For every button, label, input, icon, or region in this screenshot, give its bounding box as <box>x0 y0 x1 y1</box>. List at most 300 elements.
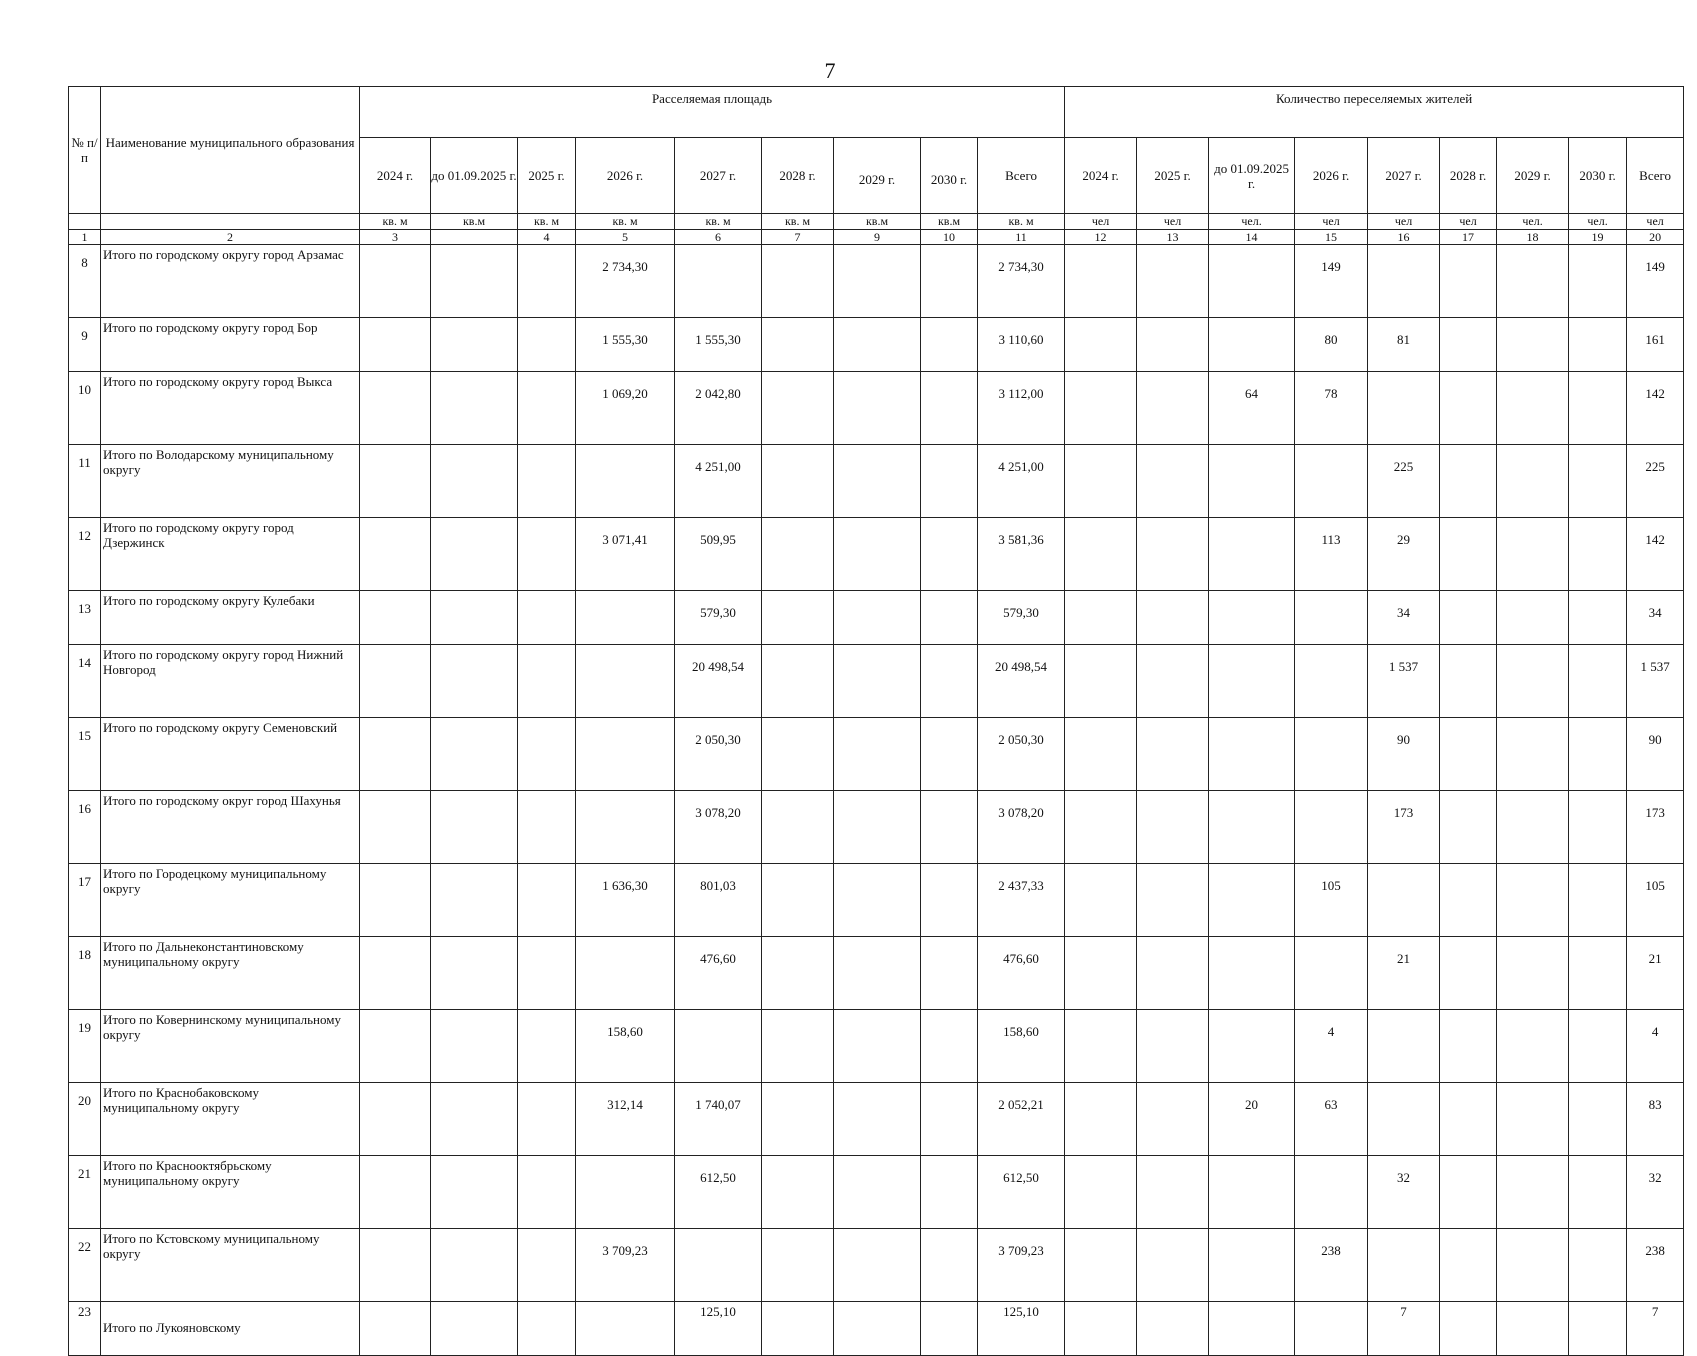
area-value: 3 078,20 <box>675 791 762 864</box>
area-value <box>762 864 834 937</box>
column-number: 7 <box>762 230 834 245</box>
area-value: 801,03 <box>675 864 762 937</box>
area-value <box>921 591 978 645</box>
area-value <box>834 645 921 718</box>
area-value <box>576 591 675 645</box>
residents-value <box>1497 245 1569 318</box>
header-area-unit: кв. м <box>518 214 576 230</box>
municipality-name: Итого по Кстовскому муниципальному округу <box>101 1229 360 1302</box>
municipality-name: Итого по городскому округ город Шахунья <box>101 791 360 864</box>
area-value <box>762 645 834 718</box>
area-value <box>762 1010 834 1083</box>
area-value <box>762 718 834 791</box>
residents-value <box>1065 372 1137 445</box>
area-value: 2 042,80 <box>675 372 762 445</box>
area-value <box>518 1083 576 1156</box>
area-value <box>360 445 431 518</box>
municipality-name: Итого по Краснооктябрьскому муниципальному округу <box>101 1156 360 1229</box>
residents-value: 78 <box>1295 372 1368 445</box>
residents-value: 225 <box>1627 445 1684 518</box>
area-value <box>675 1010 762 1083</box>
area-value <box>675 1229 762 1302</box>
row-number: 18 <box>69 937 101 1010</box>
residents-value: 34 <box>1368 591 1440 645</box>
residents-value <box>1569 718 1627 791</box>
column-number: 14 <box>1209 230 1295 245</box>
residents-value <box>1497 1229 1569 1302</box>
area-value <box>921 1302 978 1356</box>
area-value <box>576 445 675 518</box>
column-number: 3 <box>360 230 431 245</box>
area-value <box>360 791 431 864</box>
residents-value: 173 <box>1368 791 1440 864</box>
residents-value <box>1209 791 1295 864</box>
residents-value <box>1569 445 1627 518</box>
area-value <box>518 1302 576 1356</box>
header-area-unit: кв. м <box>576 214 675 230</box>
residents-value <box>1295 718 1368 791</box>
residents-value <box>1440 1302 1497 1356</box>
header-area-year: 2028 г. <box>762 138 834 214</box>
area-value <box>431 1083 518 1156</box>
header-residents-year: 2025 г. <box>1137 138 1209 214</box>
column-number: 1 <box>69 230 101 245</box>
area-value <box>762 1083 834 1156</box>
residents-value <box>1440 445 1497 518</box>
area-value <box>431 791 518 864</box>
residents-value: 32 <box>1368 1156 1440 1229</box>
area-value <box>921 445 978 518</box>
table-row <box>69 1010 1684 1083</box>
area-value <box>431 645 518 718</box>
residents-value <box>1065 718 1137 791</box>
header-area-unit: кв.м <box>431 214 518 230</box>
area-value: 1 636,30 <box>576 864 675 937</box>
area-value <box>921 1010 978 1083</box>
area-value <box>921 372 978 445</box>
area-value: 3 112,00 <box>978 372 1065 445</box>
residents-value <box>1497 864 1569 937</box>
area-value <box>921 518 978 591</box>
residents-value <box>1497 791 1569 864</box>
area-value <box>834 1156 921 1229</box>
area-value <box>360 1083 431 1156</box>
header-area-year: 2027 г. <box>675 138 762 214</box>
header-area-year: 2025 г. <box>518 138 576 214</box>
residents-value <box>1209 591 1295 645</box>
residents-value <box>1209 318 1295 372</box>
area-value: 1 555,30 <box>576 318 675 372</box>
header-residents-unit: чел. <box>1497 214 1569 230</box>
row-number: 13 <box>69 591 101 645</box>
residents-value <box>1569 1083 1627 1156</box>
residents-value <box>1065 864 1137 937</box>
area-value: 2 050,30 <box>978 718 1065 791</box>
area-value <box>431 718 518 791</box>
residents-value <box>1065 591 1137 645</box>
area-value <box>834 318 921 372</box>
header-residents-year: 2029 г. <box>1497 138 1569 214</box>
area-value <box>921 864 978 937</box>
row-number: 8 <box>69 245 101 318</box>
area-value: 3 110,60 <box>978 318 1065 372</box>
residents-value <box>1295 791 1368 864</box>
header-municipality-name: Наименование муниципального образования <box>101 87 360 214</box>
residents-value <box>1209 1302 1295 1356</box>
area-value: 3 709,23 <box>576 1229 675 1302</box>
residents-value <box>1065 245 1137 318</box>
area-value <box>762 591 834 645</box>
residents-value <box>1440 937 1497 1010</box>
area-value <box>360 518 431 591</box>
column-number: 17 <box>1440 230 1497 245</box>
header-area-year: до 01.09.2025 г. <box>431 138 518 214</box>
area-value <box>834 372 921 445</box>
area-value <box>518 1156 576 1229</box>
area-value <box>921 645 978 718</box>
residents-value: 105 <box>1627 864 1684 937</box>
residents-value <box>1295 1156 1368 1229</box>
column-number: 19 <box>1569 230 1627 245</box>
residents-value <box>1497 445 1569 518</box>
residents-value: 63 <box>1295 1083 1368 1156</box>
column-number: 20 <box>1627 230 1684 245</box>
column-number: 13 <box>1137 230 1209 245</box>
table-row <box>69 937 1684 1010</box>
residents-value: 34 <box>1627 591 1684 645</box>
area-value <box>576 1156 675 1229</box>
area-value <box>360 718 431 791</box>
area-value <box>518 1229 576 1302</box>
header-area-unit: кв. м <box>978 214 1065 230</box>
area-value <box>834 718 921 791</box>
area-value <box>675 245 762 318</box>
table-row <box>69 1302 1684 1356</box>
residents-value <box>1440 372 1497 445</box>
column-number: 2 <box>101 230 360 245</box>
residents-value: 20 <box>1209 1083 1295 1156</box>
residents-value <box>1065 1302 1137 1356</box>
residents-value <box>1209 445 1295 518</box>
area-value <box>921 791 978 864</box>
residents-value <box>1065 318 1137 372</box>
residents-value: 149 <box>1627 245 1684 318</box>
area-value <box>921 1083 978 1156</box>
residents-value: 1 537 <box>1627 645 1684 718</box>
area-value: 20 498,54 <box>978 645 1065 718</box>
residents-value <box>1569 1302 1627 1356</box>
residents-value: 173 <box>1627 791 1684 864</box>
table-row <box>69 864 1684 937</box>
row-number: 19 <box>69 1010 101 1083</box>
residents-value <box>1497 591 1569 645</box>
residents-value <box>1137 718 1209 791</box>
residents-value: 21 <box>1627 937 1684 1010</box>
municipality-name: Итого по городскому округу город Выкса <box>101 372 360 445</box>
residents-value: 1 537 <box>1368 645 1440 718</box>
area-value <box>431 318 518 372</box>
residents-value <box>1440 518 1497 591</box>
header-residents-unit: чел <box>1065 214 1137 230</box>
unit-empty <box>69 214 101 230</box>
municipality-name: Итого по городскому округу город Бор <box>101 318 360 372</box>
area-value <box>834 245 921 318</box>
residents-value: 113 <box>1295 518 1368 591</box>
area-value <box>762 318 834 372</box>
area-value: 476,60 <box>978 937 1065 1010</box>
area-value: 476,60 <box>675 937 762 1010</box>
residents-value <box>1209 645 1295 718</box>
area-value <box>360 1302 431 1356</box>
municipality-name: Итого по Лукояновскому <box>101 1302 360 1356</box>
residents-value <box>1368 372 1440 445</box>
residents-value <box>1137 245 1209 318</box>
residents-value <box>1368 1229 1440 1302</box>
residents-value <box>1137 1010 1209 1083</box>
area-value: 158,60 <box>978 1010 1065 1083</box>
row-number: 22 <box>69 1229 101 1302</box>
residents-value <box>1440 318 1497 372</box>
residents-value <box>1065 1010 1137 1083</box>
unit-empty <box>101 214 360 230</box>
residents-value <box>1065 937 1137 1010</box>
column-number: 5 <box>576 230 675 245</box>
residents-value <box>1137 518 1209 591</box>
resettlement-table <box>68 86 1684 1356</box>
table-row <box>69 245 1684 318</box>
residents-value: 81 <box>1368 318 1440 372</box>
table-row <box>69 1229 1684 1302</box>
area-value <box>762 1156 834 1229</box>
residents-value <box>1295 937 1368 1010</box>
residents-value <box>1440 1229 1497 1302</box>
area-value <box>762 1302 834 1356</box>
area-value: 3 071,41 <box>576 518 675 591</box>
header-residents-unit: чел <box>1368 214 1440 230</box>
residents-value <box>1065 645 1137 718</box>
area-value: 20 498,54 <box>675 645 762 718</box>
residents-value: 7 <box>1627 1302 1684 1356</box>
area-value: 3 078,20 <box>978 791 1065 864</box>
column-number <box>431 230 518 245</box>
row-number: 11 <box>69 445 101 518</box>
residents-value <box>1209 1229 1295 1302</box>
header-area-group: Расселяемая площадь <box>360 87 1065 138</box>
column-number: 11 <box>978 230 1065 245</box>
area-value <box>762 245 834 318</box>
residents-value <box>1440 245 1497 318</box>
residents-value <box>1209 864 1295 937</box>
residents-value <box>1065 791 1137 864</box>
area-value <box>518 937 576 1010</box>
residents-value: 29 <box>1368 518 1440 591</box>
residents-value: 149 <box>1295 245 1368 318</box>
residents-value: 7 <box>1368 1302 1440 1356</box>
residents-value <box>1137 645 1209 718</box>
residents-value <box>1440 1156 1497 1229</box>
header-residents-year: 2028 г. <box>1440 138 1497 214</box>
residents-value <box>1209 937 1295 1010</box>
header-area-year: 2029 г. <box>834 138 921 214</box>
header-number: № п/п <box>69 87 101 214</box>
residents-value <box>1569 864 1627 937</box>
residents-value <box>1440 1083 1497 1156</box>
residents-value <box>1497 1010 1569 1083</box>
residents-value <box>1569 1156 1627 1229</box>
residents-value: 105 <box>1295 864 1368 937</box>
residents-value: 21 <box>1368 937 1440 1010</box>
area-value <box>431 1229 518 1302</box>
area-value <box>518 718 576 791</box>
area-value <box>921 1156 978 1229</box>
header-residents-year: 2027 г. <box>1368 138 1440 214</box>
column-number: 6 <box>675 230 762 245</box>
area-value <box>921 1229 978 1302</box>
residents-value <box>1209 1010 1295 1083</box>
residents-value: 225 <box>1368 445 1440 518</box>
header-area-unit: кв. м <box>675 214 762 230</box>
residents-value <box>1065 518 1137 591</box>
area-value <box>431 518 518 591</box>
residents-value <box>1295 645 1368 718</box>
area-value <box>360 1010 431 1083</box>
residents-value: 90 <box>1368 718 1440 791</box>
residents-value <box>1569 645 1627 718</box>
municipality-name: Итого по Ковернинскому муниципальному округу <box>101 1010 360 1083</box>
table-row <box>69 1083 1684 1156</box>
residents-value <box>1368 1010 1440 1083</box>
residents-value: 64 <box>1209 372 1295 445</box>
residents-value: 83 <box>1627 1083 1684 1156</box>
residents-value: 4 <box>1627 1010 1684 1083</box>
row-number: 15 <box>69 718 101 791</box>
residents-value <box>1497 318 1569 372</box>
area-value <box>360 645 431 718</box>
area-value <box>518 591 576 645</box>
column-number: 18 <box>1497 230 1569 245</box>
row-number: 20 <box>69 1083 101 1156</box>
residents-value <box>1065 445 1137 518</box>
table-row <box>69 591 1684 645</box>
area-value: 1 740,07 <box>675 1083 762 1156</box>
residents-value <box>1440 1010 1497 1083</box>
area-value <box>518 518 576 591</box>
row-number: 23 <box>69 1302 101 1356</box>
municipality-name: Итого по городскому округу город Нижний Новгород <box>101 645 360 718</box>
area-value <box>360 245 431 318</box>
column-number: 10 <box>921 230 978 245</box>
area-value <box>576 937 675 1010</box>
area-value: 2 050,30 <box>675 718 762 791</box>
page-number: 7 <box>824 58 836 83</box>
area-value <box>921 937 978 1010</box>
area-value: 2 734,30 <box>978 245 1065 318</box>
area-value <box>834 937 921 1010</box>
residents-value <box>1440 591 1497 645</box>
residents-value <box>1569 518 1627 591</box>
table-row <box>69 318 1684 372</box>
header-area-year: Всего <box>978 138 1065 214</box>
residents-value <box>1569 245 1627 318</box>
area-value <box>360 372 431 445</box>
header-residents-year: 2024 г. <box>1065 138 1137 214</box>
area-value: 579,30 <box>675 591 762 645</box>
area-value: 509,95 <box>675 518 762 591</box>
area-value <box>518 864 576 937</box>
header-residents-unit: чел <box>1295 214 1368 230</box>
table-row <box>69 372 1684 445</box>
municipality-name: Итого по Дальнеконстантиновскому муниципальному округу <box>101 937 360 1010</box>
area-value: 2 052,21 <box>978 1083 1065 1156</box>
area-value: 2 437,33 <box>978 864 1065 937</box>
residents-value <box>1137 937 1209 1010</box>
area-value <box>431 372 518 445</box>
residents-value <box>1440 718 1497 791</box>
header-area-unit: кв.м <box>834 214 921 230</box>
residents-value <box>1569 372 1627 445</box>
residents-value <box>1065 1229 1137 1302</box>
municipality-name: Итого по городскому округу город Арзамас <box>101 245 360 318</box>
residents-value <box>1497 518 1569 591</box>
area-value: 612,50 <box>675 1156 762 1229</box>
residents-value <box>1569 791 1627 864</box>
header-residents-year: Всего <box>1627 138 1684 214</box>
residents-value: 4 <box>1295 1010 1368 1083</box>
row-number: 16 <box>69 791 101 864</box>
residents-value: 142 <box>1627 372 1684 445</box>
residents-value <box>1497 937 1569 1010</box>
area-value <box>360 1229 431 1302</box>
residents-value <box>1137 1083 1209 1156</box>
column-number: 9 <box>834 230 921 245</box>
residents-value <box>1440 645 1497 718</box>
table-row <box>69 645 1684 718</box>
residents-value <box>1368 245 1440 318</box>
residents-value <box>1368 864 1440 937</box>
residents-value <box>1295 591 1368 645</box>
area-value <box>518 1010 576 1083</box>
area-value <box>360 1156 431 1229</box>
area-value <box>921 318 978 372</box>
residents-value <box>1295 445 1368 518</box>
municipality-name: Итого по Городецкому муниципальному округу <box>101 864 360 937</box>
area-value <box>834 1229 921 1302</box>
residents-value: 238 <box>1627 1229 1684 1302</box>
header-residents-unit: чел <box>1137 214 1209 230</box>
area-value <box>762 372 834 445</box>
residents-value <box>1368 1083 1440 1156</box>
area-value <box>518 372 576 445</box>
column-number: 16 <box>1368 230 1440 245</box>
header-residents-unit: чел <box>1440 214 1497 230</box>
area-value <box>834 1083 921 1156</box>
header-residents-year: до 01.09.2025 г. <box>1209 138 1295 214</box>
residents-value: 161 <box>1627 318 1684 372</box>
area-value <box>431 1302 518 1356</box>
table-row <box>69 718 1684 791</box>
area-value <box>431 864 518 937</box>
area-value: 1 069,20 <box>576 372 675 445</box>
residents-value <box>1065 1156 1137 1229</box>
area-value <box>576 645 675 718</box>
area-value: 312,14 <box>576 1083 675 1156</box>
residents-value <box>1569 1229 1627 1302</box>
row-number: 21 <box>69 1156 101 1229</box>
residents-value <box>1497 1302 1569 1356</box>
column-number: 4 <box>518 230 576 245</box>
header-area-year: 2030 г. <box>921 138 978 214</box>
residents-value: 80 <box>1295 318 1368 372</box>
